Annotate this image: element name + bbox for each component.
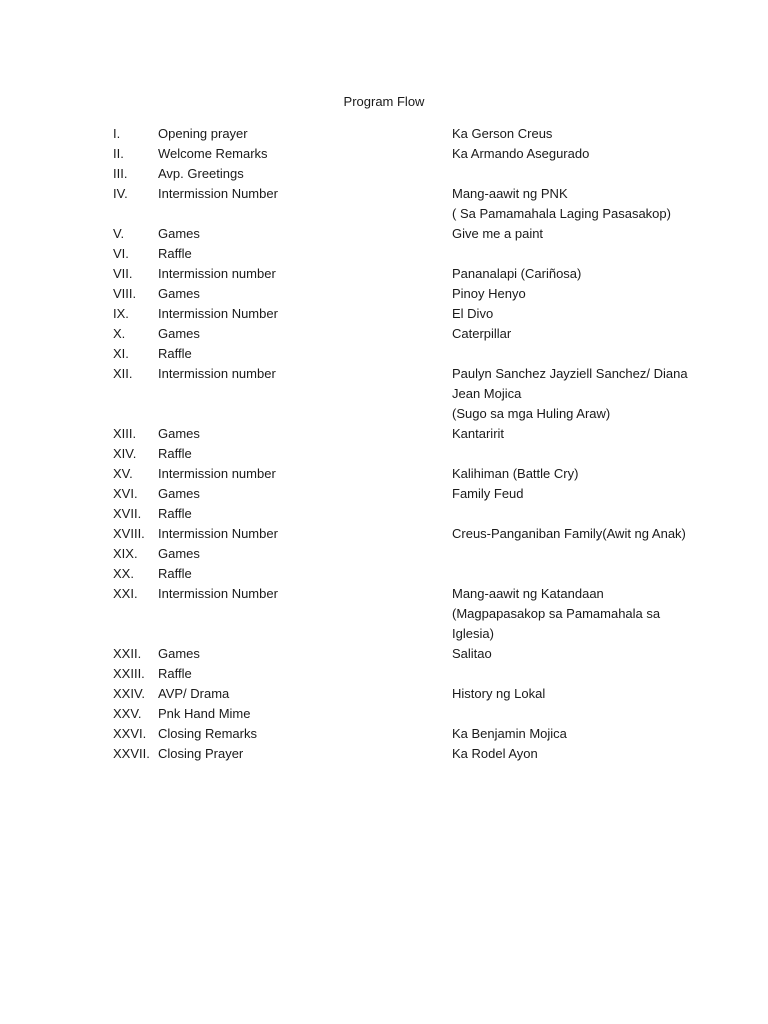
row-detail	[452, 364, 688, 424]
row-number: VI.	[113, 246, 129, 261]
row-detail-line: Mang-aawit ng Katandaan	[452, 586, 604, 601]
row-item: Intermission Number	[158, 586, 278, 601]
row-detail-line: Caterpillar	[452, 326, 512, 341]
row-item: Games	[158, 286, 200, 301]
row-detail	[452, 524, 684, 544]
row-number: XXIV.	[113, 686, 146, 701]
row-detail-line	[452, 444, 684, 464]
row-detail	[452, 244, 684, 264]
program-row	[113, 664, 713, 684]
row-detail	[452, 564, 684, 584]
row-number: XV.	[113, 466, 133, 481]
program-row	[113, 504, 713, 524]
program-row	[113, 164, 713, 184]
row-detail	[452, 344, 684, 364]
row-number: XI.	[113, 346, 129, 361]
row-detail-line	[452, 244, 684, 264]
row-detail-line: (Magpapasakop sa Pamamahala sa	[452, 606, 661, 621]
program-row	[113, 444, 713, 464]
row-number: V.	[113, 226, 125, 241]
row-item: Raffle	[158, 346, 192, 361]
row-detail	[452, 744, 684, 764]
program-row	[113, 304, 713, 324]
program-list	[113, 124, 713, 764]
program-row	[113, 284, 713, 304]
program-row	[113, 544, 713, 564]
row-number: XII.	[113, 366, 133, 381]
row-number: III.	[113, 166, 128, 181]
row-number: XVIII.	[113, 526, 145, 541]
row-number: X.	[113, 326, 126, 341]
row-detail	[452, 324, 684, 344]
row-detail	[452, 464, 684, 484]
row-item: Raffle	[158, 566, 192, 581]
row-detail	[452, 424, 684, 444]
row-detail-line: Pananalapi (Cariñosa)	[452, 266, 582, 281]
row-number: XXI.	[113, 586, 138, 601]
program-row	[113, 524, 713, 544]
row-detail	[452, 544, 684, 564]
program-row	[113, 184, 713, 224]
row-detail-line: Paulyn Sanchez Jayziell Sanchez/ Diana	[452, 366, 688, 381]
row-number: XXVI.	[113, 726, 147, 741]
row-item: Closing Prayer	[158, 746, 244, 761]
row-item: AVP/ Drama	[158, 686, 230, 701]
program-row	[113, 144, 713, 164]
row-detail	[452, 664, 684, 684]
row-detail	[452, 484, 684, 504]
row-detail	[452, 284, 684, 304]
row-item: Intermission Number	[158, 186, 278, 201]
row-number: XXII.	[113, 646, 142, 661]
row-detail-line: Kantaririt	[452, 426, 505, 441]
row-detail	[452, 164, 684, 184]
row-number: XVI.	[113, 486, 138, 501]
row-number: XXIII.	[113, 666, 145, 681]
row-item: Intermission Number	[158, 526, 278, 541]
row-number: I.	[113, 126, 121, 141]
row-detail	[452, 304, 684, 324]
row-item: Raffle	[158, 666, 192, 681]
row-detail-line: Pinoy Henyo	[452, 286, 526, 301]
row-number: XVII.	[113, 506, 142, 521]
row-detail-line: Jean Mojica	[452, 386, 522, 401]
program-row	[113, 464, 713, 484]
row-detail-line	[452, 544, 684, 564]
row-item: Intermission number	[158, 366, 276, 381]
row-detail	[452, 644, 684, 664]
row-detail-line	[452, 704, 684, 724]
row-item: Games	[158, 326, 200, 341]
row-number: II.	[113, 146, 124, 161]
row-item: Games	[158, 486, 200, 501]
program-row	[113, 704, 713, 724]
row-item: Raffle	[158, 246, 192, 261]
row-detail	[452, 704, 684, 724]
row-detail-line: Family Feud	[452, 486, 524, 501]
row-detail-line: El Divo	[452, 306, 494, 321]
row-detail-line	[452, 564, 684, 584]
program-row	[113, 264, 713, 284]
row-detail	[452, 504, 684, 524]
row-item: Raffle	[158, 506, 192, 521]
row-item: Opening prayer	[158, 126, 248, 141]
row-item: Intermission number	[158, 466, 276, 481]
row-item: Games	[158, 226, 200, 241]
row-item: Games	[158, 426, 200, 441]
row-detail	[452, 224, 684, 244]
row-detail	[452, 584, 684, 644]
program-row	[113, 324, 713, 344]
row-detail	[452, 144, 684, 164]
program-row	[113, 724, 713, 744]
row-item: Pnk Hand Mime	[158, 706, 251, 721]
row-detail-line: Iglesia)	[452, 626, 494, 641]
program-row	[113, 424, 713, 444]
row-detail-line: Ka Armando Asegurado	[452, 146, 590, 161]
row-detail	[452, 444, 684, 464]
row-detail-line: Kalihiman (Battle Cry)	[452, 466, 579, 481]
row-detail-line: Ka Rodel Ayon	[452, 746, 538, 761]
row-detail	[452, 124, 684, 144]
program-row	[113, 584, 713, 644]
row-detail-line: Salitao	[452, 646, 492, 661]
row-detail	[452, 684, 684, 704]
row-number: XIII.	[113, 426, 137, 441]
row-item: Avp. Greetings	[158, 166, 244, 181]
row-detail-line	[452, 344, 684, 364]
row-number: XXVII.	[113, 746, 150, 761]
row-detail-line: History ng Lokal	[452, 686, 546, 701]
program-row	[113, 484, 713, 504]
row-number: VII.	[113, 266, 133, 281]
row-number: XIX.	[113, 546, 138, 561]
row-item: Closing Remarks	[158, 726, 257, 741]
row-detail-line	[452, 164, 684, 184]
program-row	[113, 644, 713, 664]
row-detail-line: Mang-aawit ng PNK	[452, 186, 568, 201]
row-item: Welcome Remarks	[158, 146, 268, 161]
row-detail	[452, 724, 684, 744]
program-row	[113, 344, 713, 364]
row-detail-line: (Sugo sa mga Huling Araw)	[452, 406, 611, 421]
row-number: VIII.	[113, 286, 137, 301]
row-item: Raffle	[158, 446, 192, 461]
row-detail-line: Creus-Panganiban Family(Awit ng Anak)	[452, 526, 686, 541]
row-detail	[452, 264, 684, 284]
program-row	[113, 364, 713, 424]
row-item: Intermission Number	[158, 306, 278, 321]
program-row	[113, 744, 713, 764]
row-detail-line	[452, 504, 684, 524]
row-number: IX.	[113, 306, 129, 321]
document-title: Program Flow	[343, 94, 425, 109]
row-number: IV.	[113, 186, 128, 201]
program-row	[113, 244, 713, 264]
program-row	[113, 224, 713, 244]
row-detail-line: Ka Gerson Creus	[452, 126, 553, 141]
row-item: Intermission number	[158, 266, 276, 281]
program-row	[113, 124, 713, 144]
program-row	[113, 684, 713, 704]
row-detail-line: Give me a paint	[452, 226, 544, 241]
row-number: XXV.	[113, 706, 142, 721]
row-detail-line: Ka Benjamin Mojica	[452, 726, 567, 741]
row-detail	[452, 184, 684, 224]
row-number: XIV.	[113, 446, 137, 461]
row-item: Games	[158, 546, 200, 561]
row-item: Games	[158, 646, 200, 661]
row-detail-line: ( Sa Pamamahala Laging Pasasakop)	[452, 206, 671, 221]
program-row	[113, 564, 713, 584]
row-detail-line	[452, 664, 684, 684]
row-number: XX.	[113, 566, 134, 581]
